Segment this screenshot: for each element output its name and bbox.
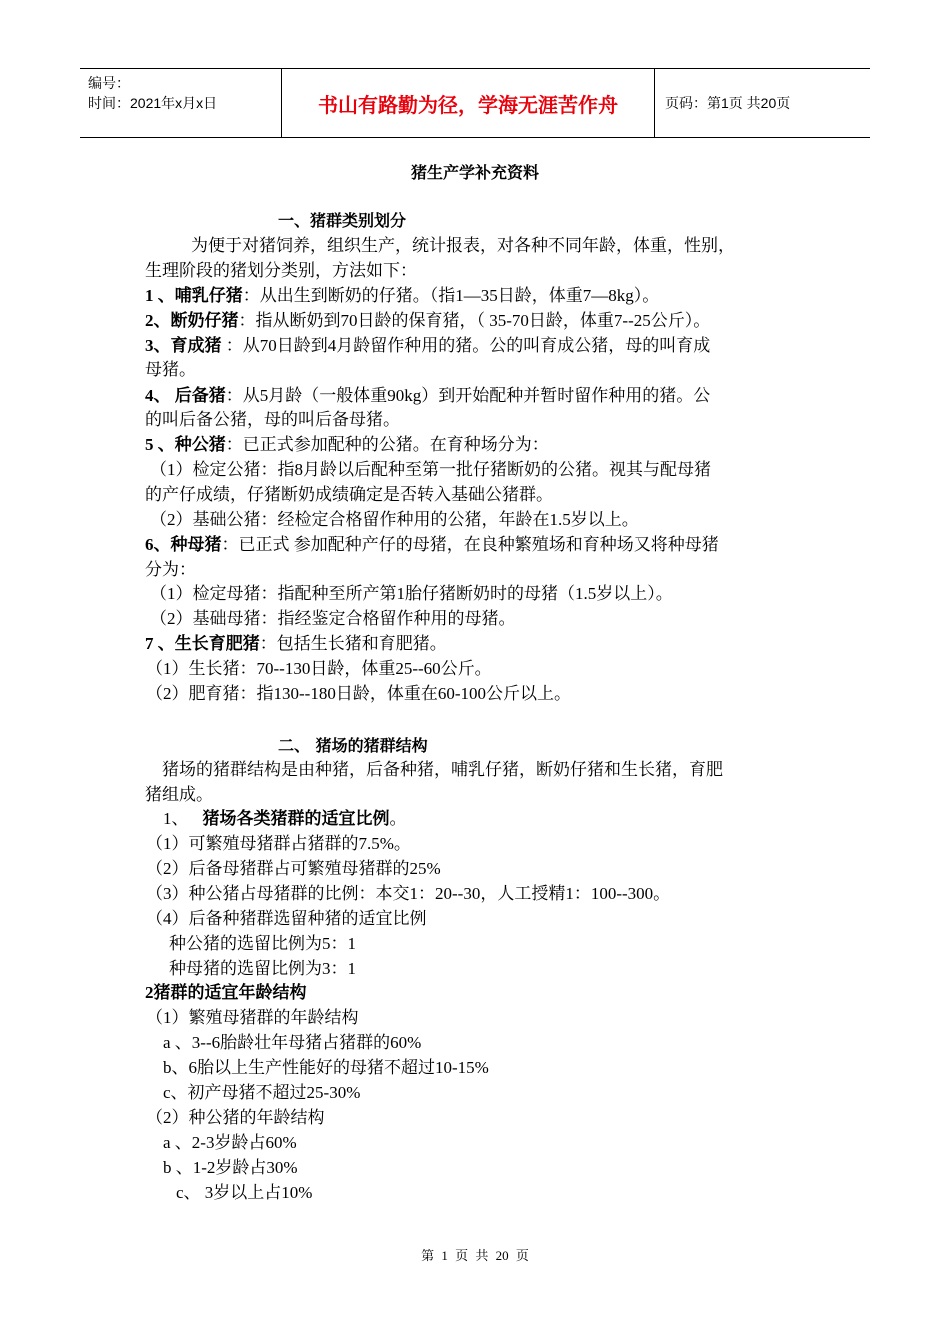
subsection-1-number: 1、	[163, 809, 189, 828]
item-5	[145, 433, 549, 457]
item-4-text: ：从5月龄（一般体重90kg）到开始配种并暂时留作种用的猪。公	[225, 386, 711, 405]
item-1-label: 1 、哺乳仔猪	[145, 286, 243, 305]
document-number-label: 编号：	[88, 75, 130, 91]
item-5-sub2: （2）基础公猪：经检定合格留作种用的公猪，年龄在1.5岁以上。	[150, 510, 639, 529]
ratio-2: （2）后备母猪群占可繁殖母猪群的25%	[146, 859, 441, 878]
age-1a: a 、3--6胎龄壮年母猪占猪群的60%	[163, 1033, 422, 1052]
age-2b: b 、1-2岁龄占30%	[163, 1158, 298, 1177]
ratio-3: （3）种公猪占母猪群的比例：本交1：20--30，人工授精1：100--300。	[146, 884, 671, 903]
item-4	[145, 384, 710, 408]
item-7-sub1: （1）生长猪：70--130日龄，体重25--60公斤。	[146, 659, 492, 678]
item-3-label: 3、育成猪	[145, 336, 226, 355]
section1-intro-line2: 生理阶段的猪划分类别，方法如下：	[145, 261, 417, 280]
item-1-text: ：从出生到断奶的仔猪。（指1—35日龄，体重7—8kg）。	[242, 286, 660, 305]
page-footer: 第 1 页 共 20 页	[421, 1248, 529, 1263]
age-2c: c、 3岁以上占10%	[176, 1183, 313, 1202]
header-motto: 书山有路勤为径，学海无涯苦作舟	[282, 69, 655, 137]
item-2	[145, 309, 710, 333]
age-2a: a 、2-3岁龄占60%	[163, 1133, 297, 1152]
item-2-text: ：指从断奶到70日龄的保育猪，（ 35-70日龄，体重7--25公斤）。	[238, 311, 711, 330]
age-1b: b、6胎以上生产性能好的母猪不超过10-15%	[163, 1058, 489, 1077]
ratio-4a: 种公猪的选留比例为5：1	[169, 934, 356, 953]
ratio-1: （1）可繁殖母猪群占猪群的7.5%。	[146, 834, 411, 853]
subsection-1-title: 猪场各类猪群的适宜比例	[202, 809, 390, 828]
item-7-sub2: （2）肥育猪：指130--180日龄，体重在60-100公斤以上。	[146, 684, 571, 703]
item-6-sub2: （2）基础母猪：指经鉴定合格留作种用的母猪。	[150, 609, 516, 628]
ratio-4b: 种母猪的选留比例为3：1	[169, 959, 356, 978]
age-1: （1）繁殖母猪群的年龄结构	[146, 1008, 359, 1027]
item-7	[145, 632, 447, 656]
item-5-label: 5 、种公猪	[145, 435, 226, 454]
item-5-sub1: （1）检定公猪：指8月龄以后配种至第一批仔猪断奶的公猪。视其与配母猪	[150, 460, 711, 479]
item-2-label: 2、断奶仔猪	[145, 311, 239, 330]
item-6-cont: 分为：	[145, 560, 196, 579]
item-6	[145, 533, 719, 557]
subsection-1-period: 。	[389, 809, 407, 828]
item-5-sub1-cont: 的产仔成绩，仔猪断奶成绩确定是否转入基础公猪群。	[145, 485, 553, 504]
item-3-text: ：从70日龄到4月龄留作种用的猪。公的叫育成公猪，母的叫育成	[225, 336, 711, 355]
item-6-text: ：已正式 参加配种产仔的母猪，在良种繁殖场和育种场又将种母猪	[221, 535, 719, 554]
item-7-text: ：包括生长猪和育肥猪。	[259, 634, 447, 653]
item-6-label: 6、种母猪	[145, 535, 222, 554]
section1-heading: 一、猪群类别划分	[278, 211, 407, 230]
item-7-label: 7 、生长育肥猪	[145, 634, 260, 653]
document-time-label: 时间：2021年x月x日	[88, 95, 218, 111]
item-3-cont: 母猪。	[145, 360, 196, 379]
ratio-4: （4）后备种猪群选留种猪的适宜比例	[146, 909, 427, 928]
age-1c: c、初产母猪不超过25-30%	[163, 1083, 361, 1102]
document-title: 猪生产学补充资料	[410, 163, 539, 182]
header-page-info: 页码：第1页 共20页	[665, 95, 791, 111]
section2-heading: 二、 猪场的猪群结构	[278, 736, 428, 755]
section2-intro-line2: 猪组成。	[145, 785, 213, 804]
item-4-cont: 的叫后备公猪，母的叫后备母猪。	[145, 410, 400, 429]
item-6-sub1: （1）检定母猪：指配种至所产第1胎仔猪断奶时的母猪（1.5岁以上）。	[150, 584, 673, 603]
header-table	[80, 68, 870, 138]
subsection-1-heading	[163, 807, 407, 831]
section2-intro-line1: 猪场的猪群结构是由种猪，后备种猪，哺乳仔猪，断奶仔猪和生长猪，育肥	[162, 760, 723, 779]
item-5-text: ：已正式参加配种的公猪。在育种场分为：	[225, 435, 549, 454]
item-1	[145, 284, 659, 308]
age-2: （2）种公猪的年龄结构	[146, 1108, 325, 1127]
subsection-2-heading: 2猪群的适宜年龄结构	[145, 983, 307, 1002]
header-meta-cell	[80, 69, 282, 137]
item-4-label: 4、 后备猪	[145, 386, 226, 405]
item-3	[145, 334, 710, 358]
section1-intro-line1: 为便于对猪饲养，组织生产，统计报表，对各种不同年龄，体重，性别，	[191, 236, 735, 255]
